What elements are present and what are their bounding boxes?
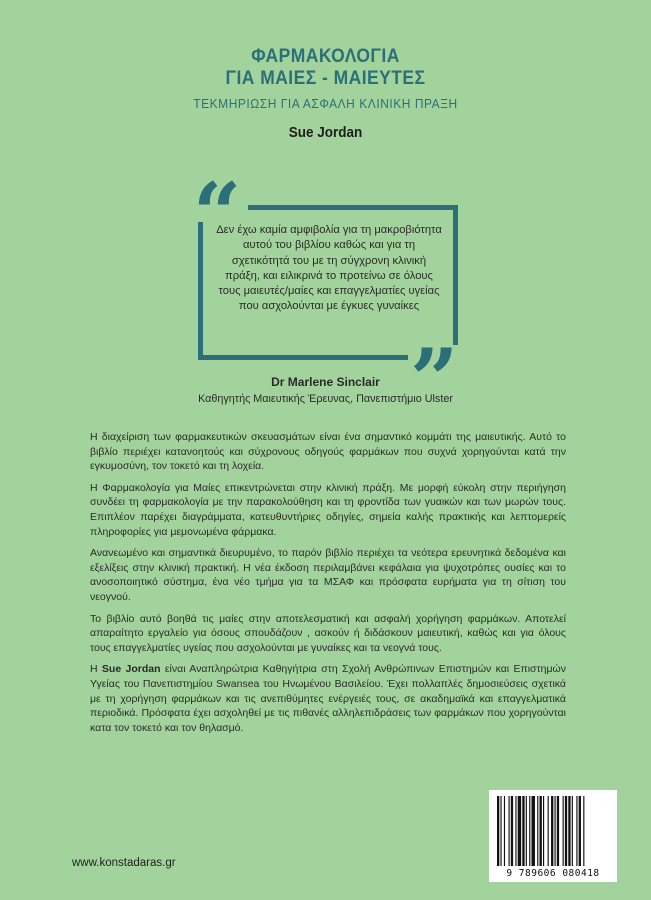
- publisher-website: www.konstadaras.gr: [72, 857, 176, 869]
- barcode-bar: [555, 796, 556, 866]
- quote-frame-bottom: [198, 355, 408, 360]
- barcode-bar: [511, 796, 513, 866]
- quote-frame-top: [248, 205, 458, 210]
- close-quote-icon: ”: [410, 330, 459, 429]
- barcode-bar: [540, 796, 542, 866]
- barcode-bar: [500, 796, 501, 866]
- barcode-bar: [537, 796, 538, 866]
- book-author: Sue Jordan: [288, 124, 363, 141]
- open-quote-icon: “: [193, 164, 242, 263]
- bio-author-name: Sue Jordan: [101, 663, 161, 676]
- barcode-bar: [579, 796, 581, 866]
- barcode-bar: [557, 796, 559, 866]
- barcode-bar: [526, 796, 527, 866]
- book-description: [90, 430, 566, 742]
- barcode-bar: [572, 796, 573, 866]
- barcode-bar: [543, 796, 544, 866]
- barcode-bar: [515, 796, 516, 866]
- barcode-bar: [532, 796, 535, 866]
- quote-author-name: Dr Marlene Sinclair: [271, 375, 380, 389]
- barcode-bar: [497, 796, 499, 866]
- barcode-bar: [563, 796, 564, 866]
- description-paragraph: Η Φαρμακολογία για Μαίες επικεντρώνεται στην κλινική πράξη. Με μορφή εύκολη στην περιήγηση συνδέει τη φαρμακολογία με την παρακολούθηση και τη φροντίδα των γυαικών και των μωρών τους. Επιπλέον παρέχει διαγράμματα, κατευθυντήριες οδηγίες, σημεία καλής πρακτικής και λεπτομερείς πληροφορίες για μεμονωμένα φάρμακα.: [90, 481, 566, 538]
- book-title-line1: ΦΑΡΜΑΚΟΛΟΓΙΑ: [251, 46, 400, 67]
- barcode-bar: [518, 796, 521, 866]
- quote-frame-right: [453, 205, 458, 345]
- description-paragraph: Η διαχείριση των φαρμακευτικών σκευασμάτων είναι ένα σημαντικό κομμάτι της μαιευτικής. Αυτό το βιβλίο περιέχει κατανοητούς και σύχρονους οδηγούς φαρμάκων που συχνά χορηγούνται κατά την εγκυμοσύνη, τον τοκετό και τη λοχεία.: [90, 431, 566, 473]
- barcode-bar: [509, 796, 510, 866]
- description-paragraph: Ανανεωμένο και σημαντικά διευρυμένο, το παρόν βιβλίο περιέχει τα νεότερα ερευνητικά δεδομένα και εξελίξεις στην κλινική πρακτική. Η νέα έκδοση περιλαμβάνει κεφάλαια για ψυχοτρόπες ουσίες και το ανοσοποιητικό σύστημα, ένα νέο τμήμα για τα ΜΣΑΦ και πρόσφατα ευρήματα για τη σίτιση του νεογνού.: [90, 547, 566, 603]
- quote-author-affiliation: Καθηγητής Μαιευτικής Έρευνας, Πανεπιστήμιο Ulster: [198, 393, 453, 405]
- quote-text: Δεν έχω καμία αμφιβολία για τη μακροβιότητα αυτού του βιβλίου καθώς και για τη σχετικότητά του με τη σύγχρονη κλινική πράξη, και ειλικρινά το προτείνω σε όλους τους μαιευτές/μαίες και επαγγελματίες υγείας που ασχολούνται με έγκυες γυναίκες: [216, 224, 442, 313]
- isbn-barcode: [489, 790, 617, 882]
- book-subtitle: ΤΕΚΜΗΡΙΩΣΗ ΓΙΑ ΑΣΦΑΛΗ ΚΛΙΝΙΚΗ ΠΡΑΞΗ: [193, 96, 458, 111]
- barcode-bar: [548, 796, 549, 866]
- barcode-bars: [497, 796, 609, 866]
- barcode-bar: [576, 796, 577, 866]
- barcode-bar: [568, 796, 570, 866]
- bio-prefix: Η: [90, 663, 102, 676]
- bio-text: είναι Αναπληρώτρια Καθηγήτρια στη Σχολή Ανθρώπινων Επιστημών και Επιστημών Υγείας του Πανεπιστημίου Swansea του Ηνωμένου Βασιλείου. Έχει πολλαπλές δημοσιεύσεις σχετικά με τη χορήγηση φαρμάκων και τις ανεπιθύμητες ενέργειές τους, σε ακαδημαϊκά και επαγγελματικά περιοδικά. Πρόσφατα έχει ασχοληθεί με τις πιθανές αλληλεπιδράσεις των φαρμάκων που χορηγούνται κατα τον τοκετό και τον θηλασμό.: [90, 663, 567, 734]
- barcode-bar: [551, 796, 553, 866]
- barcode-bar: [529, 796, 530, 866]
- barcode-bar: [504, 796, 505, 866]
- isbn-number: 9 789606 080418: [506, 868, 600, 879]
- barcode-bar: [565, 796, 567, 866]
- barcode-bar: [583, 796, 584, 866]
- book-title-line2: ΓΙΑ ΜΑΙΕΣ - ΜΑΙΕΥΤΕΣ: [225, 68, 426, 89]
- description-paragraph: Το βιβλίο αυτό βοηθά τις μαίες στην αποτελεσματική και ασφαλή χορήγηση φαρμάκων. Αποτελεί απαραίτητο εργαλείο για όσους σπουδάζουν , ασκούν ή διδάσκουν μαιευτική, καθώς και για όλους τους επαγγελματίες υγείας που ασχολούνται με γυναίκες και τα νεογνά τους.: [90, 612, 566, 654]
- barcode-bar: [522, 796, 524, 866]
- author-bio-paragraph: [90, 662, 566, 735]
